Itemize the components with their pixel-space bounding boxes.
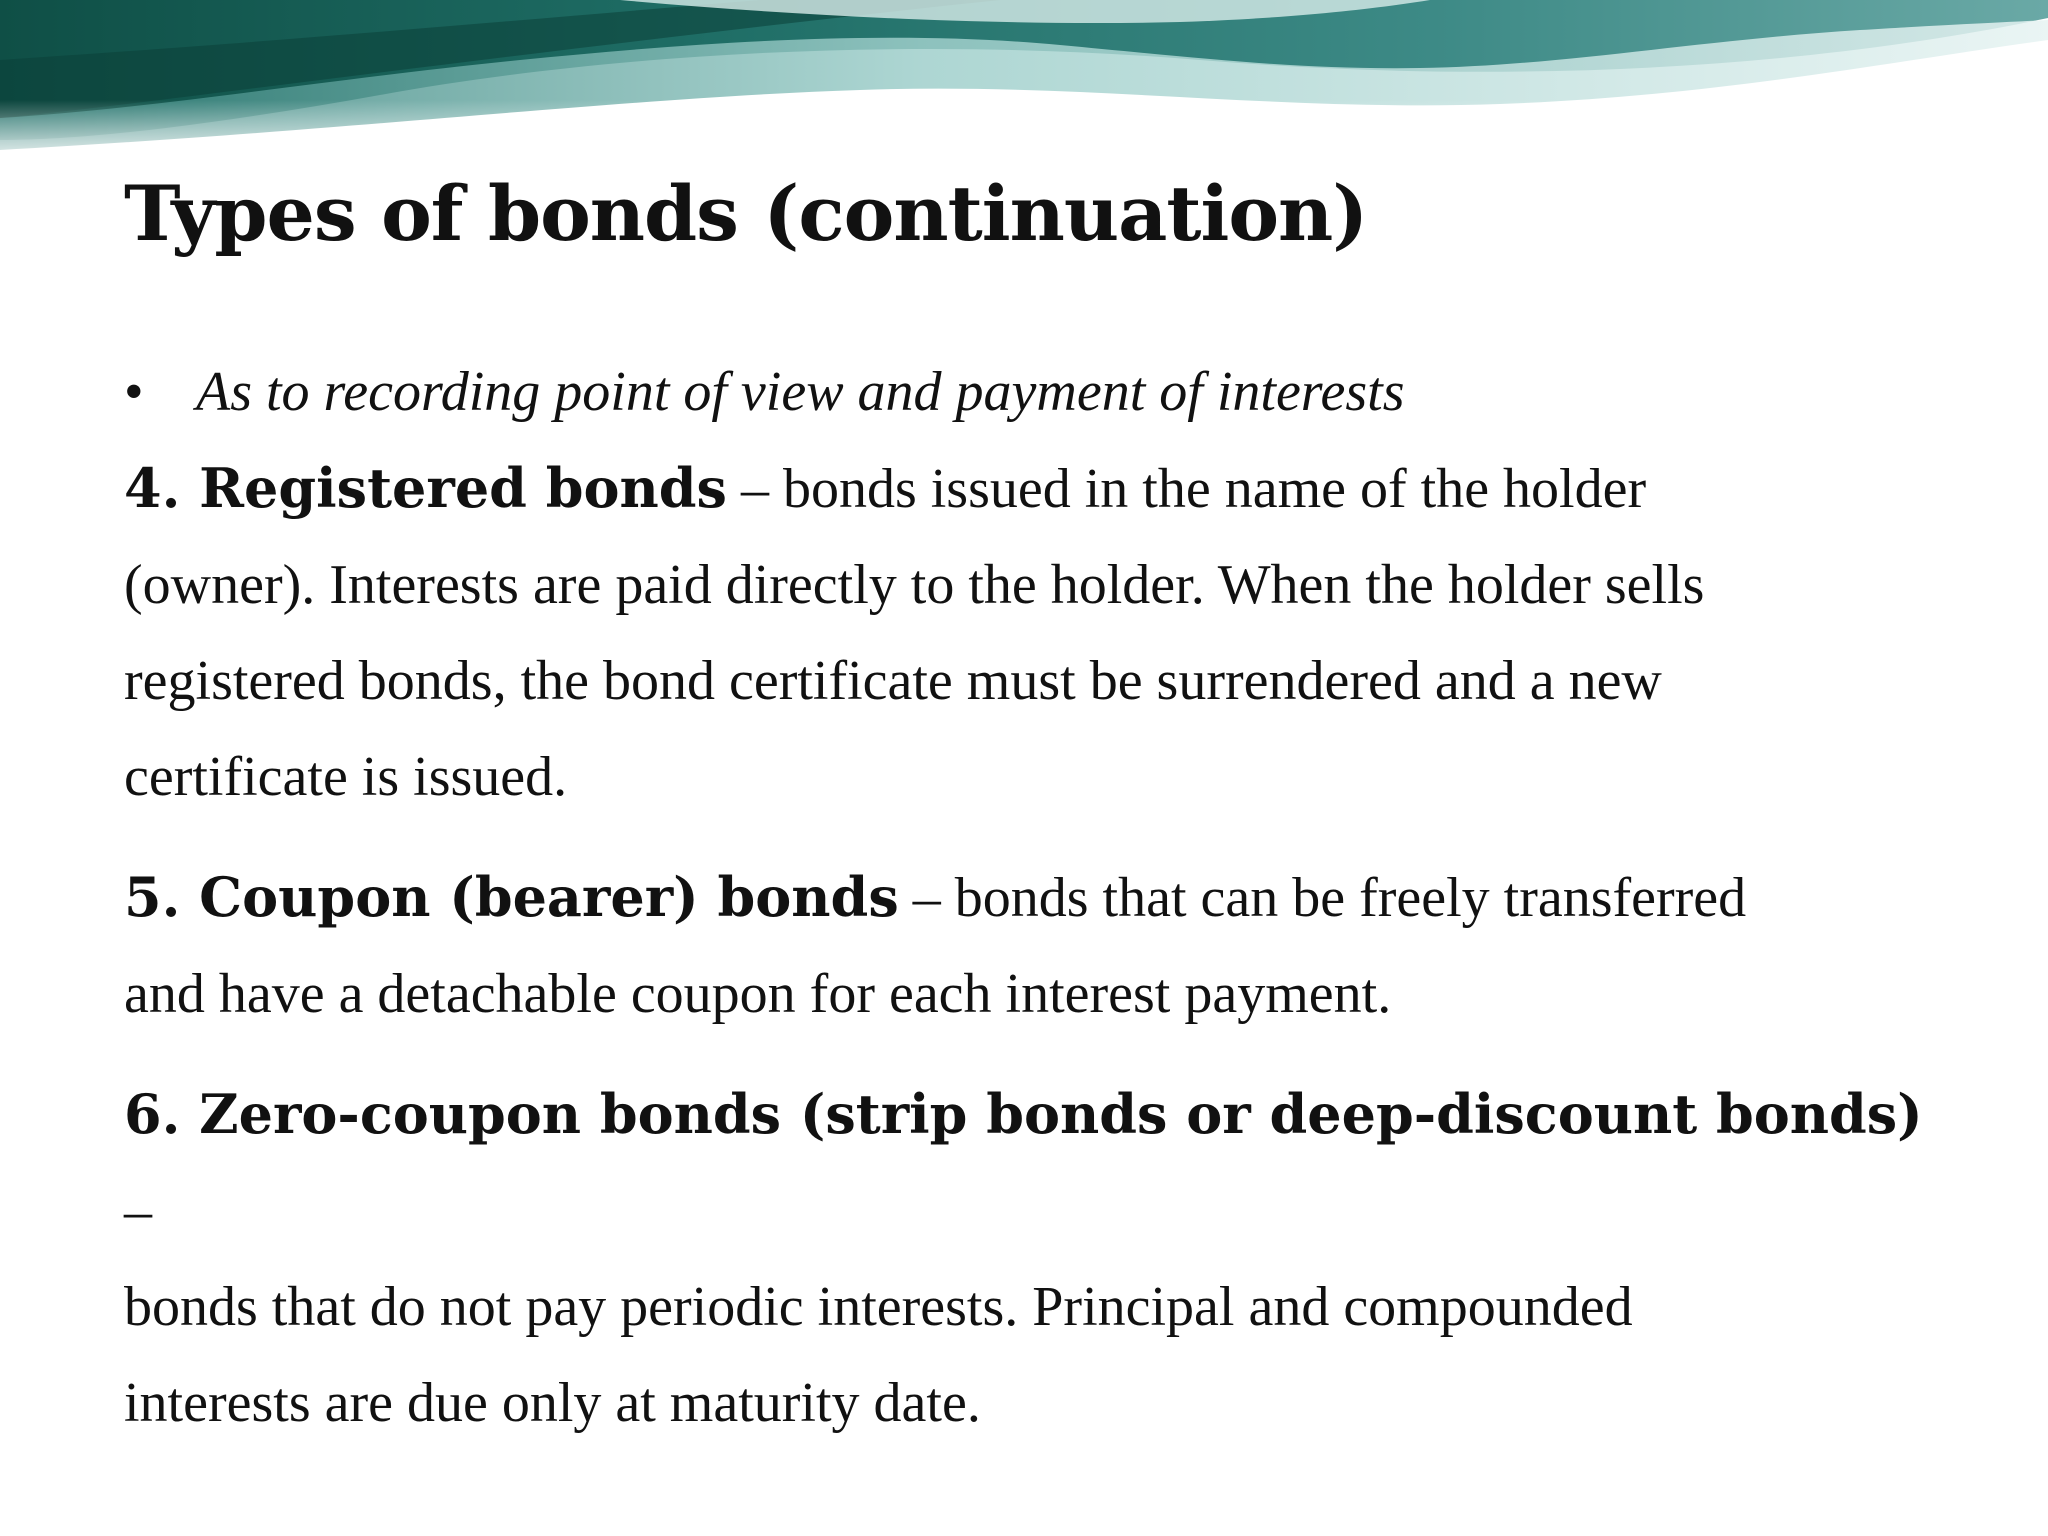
- definition-line: registered bonds, the bond certificate must be surrendered and a new: [124, 650, 1662, 712]
- definition-line: bonds that can be freely transferred: [954, 867, 1747, 929]
- bond-type-zero-coupon: [124, 1066, 1944, 1451]
- bond-type-registered: [124, 440, 1944, 825]
- slide-title: Types of bonds (continuation): [124, 169, 1368, 258]
- definition-line: bonds that do not pay periodic interests. Principal and compounded: [124, 1276, 1633, 1338]
- term-dash: –: [898, 867, 955, 929]
- slide-body: [124, 344, 1944, 1451]
- bond-term: 4. Registered bonds: [124, 456, 727, 520]
- bullet-item: [124, 344, 1944, 440]
- bond-term: 6. Zero-coupon bonds (strip bonds or deep-discount bonds): [124, 1082, 1923, 1146]
- wave-fade: [0, 100, 2048, 160]
- definition-line: interests are due only at maturity date.: [124, 1372, 981, 1434]
- bond-term: 5. Coupon (bearer) bonds: [124, 865, 899, 929]
- term-dash: –: [726, 458, 783, 520]
- definition-line: and have a detachable coupon for each interest payment.: [124, 963, 1392, 1025]
- bullet-icon: •: [124, 361, 144, 423]
- bullet-text: As to recording point of view and payment of interests: [196, 361, 1405, 423]
- term-dash: –: [124, 1180, 152, 1242]
- bond-type-coupon: [124, 849, 1944, 1042]
- definition-line: (owner). Interests are paid directly to the holder. When the holder sells: [124, 554, 1705, 616]
- definition-line: bonds issued in the name of the holder: [782, 458, 1647, 520]
- header-wave-decoration: [0, 0, 2048, 160]
- definition-line: certificate is issued.: [124, 746, 568, 808]
